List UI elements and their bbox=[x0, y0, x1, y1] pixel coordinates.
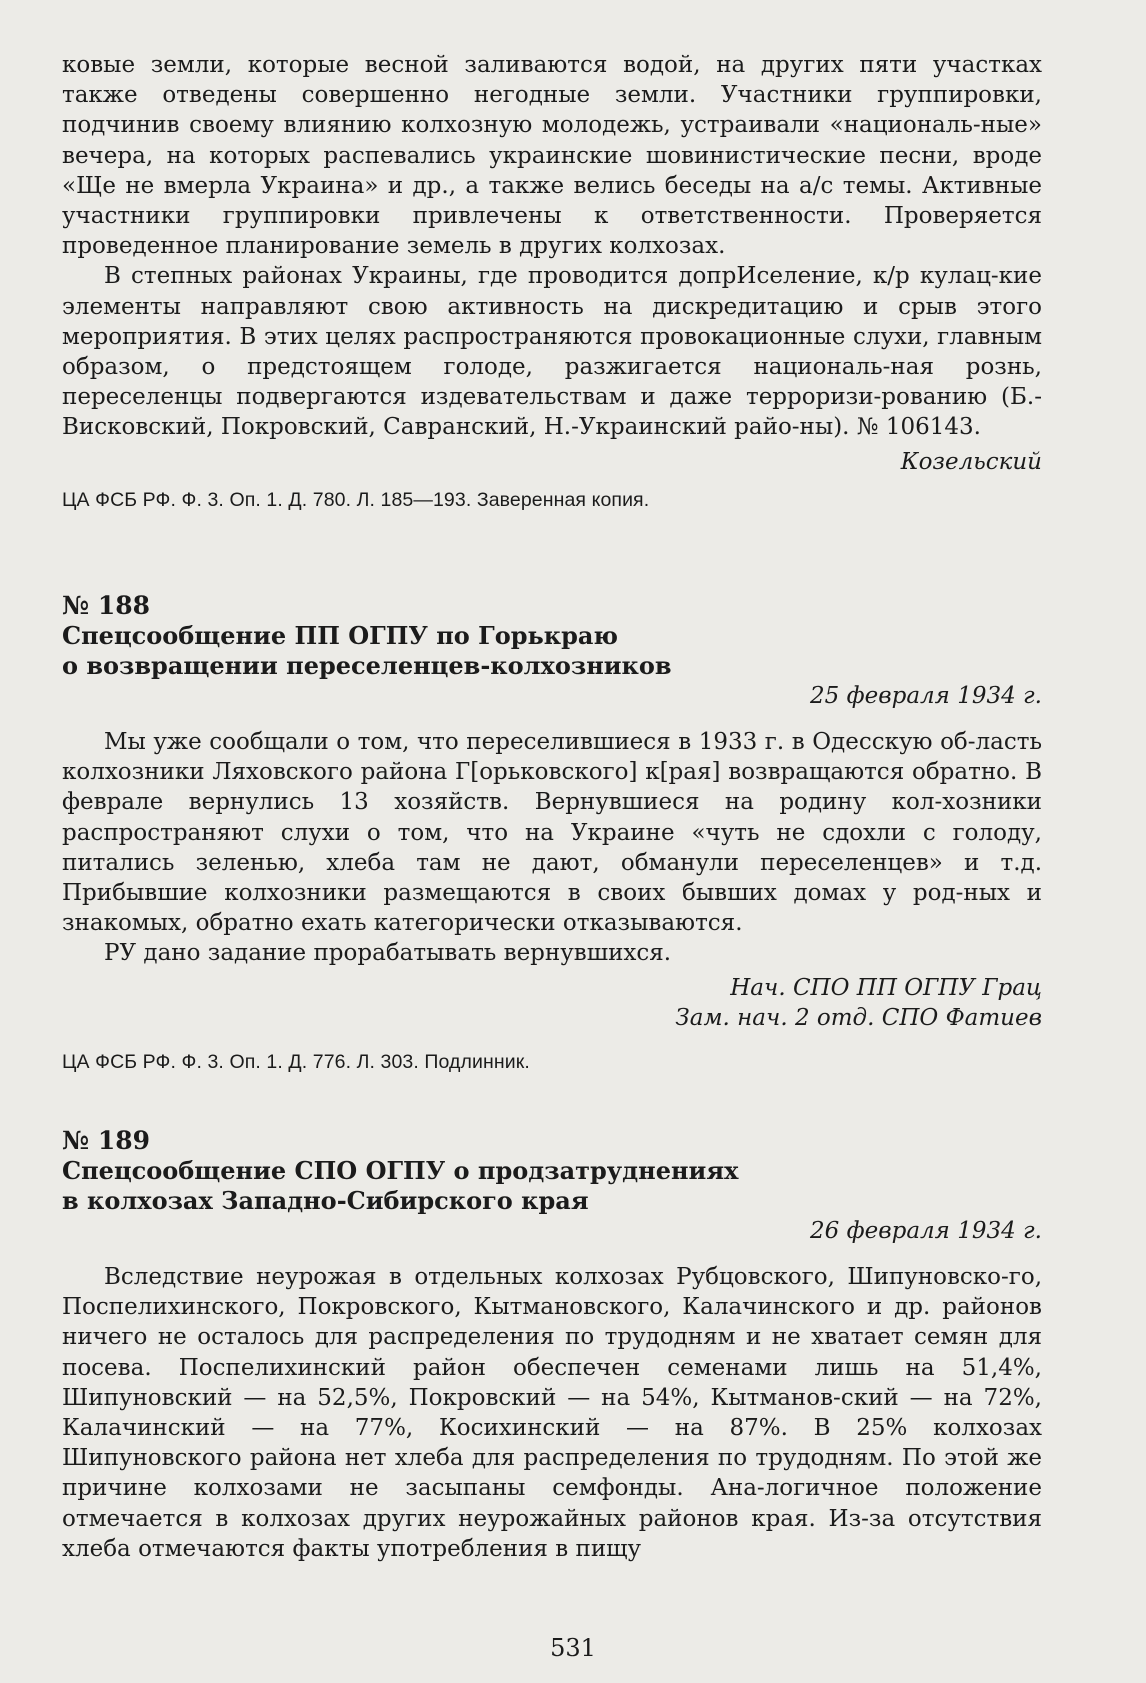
document-188 bbox=[62, 591, 1042, 1077]
signature: Козельский bbox=[900, 448, 1042, 475]
paragraph: В степных районах Украины, где проводится допрИселение, к/р кулац-кие элементы направляют свою активность на дискредитацию и срыв этого мероприятия. В этих целях распространяются провокационные слухи, главным образом, о предстоящем голоде, разжигается националь-ная рознь, переселенцы подвергаются издевательствам и даже терроризи-рованию (Б.-Висковский, Покровский, Савранский, Н.-Украинский райо-ны). № 106143. bbox=[62, 263, 1042, 441]
paragraph: ковые земли, которые весной заливаются водой, на других пяти участках также отведены совершенно негодные земли. Участники группировки, подчинив своему влиянию колхозную молодежь, устраивали «националь-ные» вечера, на которых распевались украинские шовинистические песни, вроде «Ще не вмерла Украина» и др., а также велись беседы на а/с темы. Активные участники группировки привлечены к ответственности. Проверяется проведенное планирование земель в других колхозах. bbox=[62, 52, 1042, 260]
previous-document-continuation bbox=[62, 50, 1042, 515]
archive-reference: ЦА ФСБ РФ. Ф. 3. Оп. 1. Д. 780. Л. 185—193. Заверенная копия. bbox=[62, 488, 650, 511]
paragraph: РУ дано задание прорабатывать вернувшихся. bbox=[104, 940, 672, 967]
page-number: 531 bbox=[550, 1634, 596, 1662]
document-title-line: Спецсообщение СПО ОГПУ о продзатруднениях bbox=[62, 1156, 739, 1185]
document-number: № 188 bbox=[62, 591, 151, 620]
signature: Зам. нач. 2 отд. СПО Фатиев bbox=[675, 1004, 1042, 1031]
document-189 bbox=[62, 1126, 1042, 1564]
document-date: 26 февраля 1934 г. bbox=[810, 1218, 1042, 1244]
signature: Нач. СПО ПП ОГПУ Грац bbox=[730, 974, 1042, 1001]
document-title-line: Спецсообщение ПП ОГПУ по Горькраю bbox=[62, 621, 619, 650]
archive-reference: ЦА ФСБ РФ. Ф. 3. Оп. 1. Д. 776. Л. 303. Подлинник. bbox=[62, 1051, 530, 1074]
paragraph: Вследствие неурожая в отдельных колхозах Рубцовского, Шипуновско-го, Поспелихинского, Покровского, Кытмановского, Калачинского и др. районов ничего не осталось для распределения по трудодням и не хватает семян для посева. Поспелихинский район обеспечен семенами лишь на 51,4%, Шипуновский — на 52,5%, Покровский — на 54%, Кытманов-ский — на 72%, Калачинский — на 77%, Косихинский — на 87%. В 25% колхозах Шипуновского района нет хлеба для распределения по трудодням. По этой же причине колхозами не засыпаны семфонды. Ана-логичное положение отмечается в колхозах других неурожайных районов края. Из-за отсутствия хлеба отмечаются факты употребления в пищу bbox=[62, 1264, 1042, 1562]
document-date: 25 февраля 1934 г. bbox=[810, 683, 1042, 709]
document-title-line: в колхозах Западно-Сибирского края bbox=[62, 1186, 589, 1215]
document-title-line: о возвращении переселенцев-колхозников bbox=[62, 651, 672, 680]
document-number: № 189 bbox=[62, 1126, 151, 1155]
paragraph: Мы уже сообщали о том, что переселившиеся в 1933 г. в Одесскую об-ласть колхозники Ляховского района Г[орьковского] к[рая] возвращаются обратно. В феврале вернулись 13 хозяйств. Вернувшиеся на родину кол-хозники распространяют слухи о том, что на Украине «чуть не сдохли с голоду, питались зеленью, хлеба там не дают, обманули переселенцев» и т.д. Прибывшие колхозники размещаются в своих бывших домах у род-ных и знакомых, обратно ехать категорически отказываются. bbox=[62, 729, 1042, 937]
